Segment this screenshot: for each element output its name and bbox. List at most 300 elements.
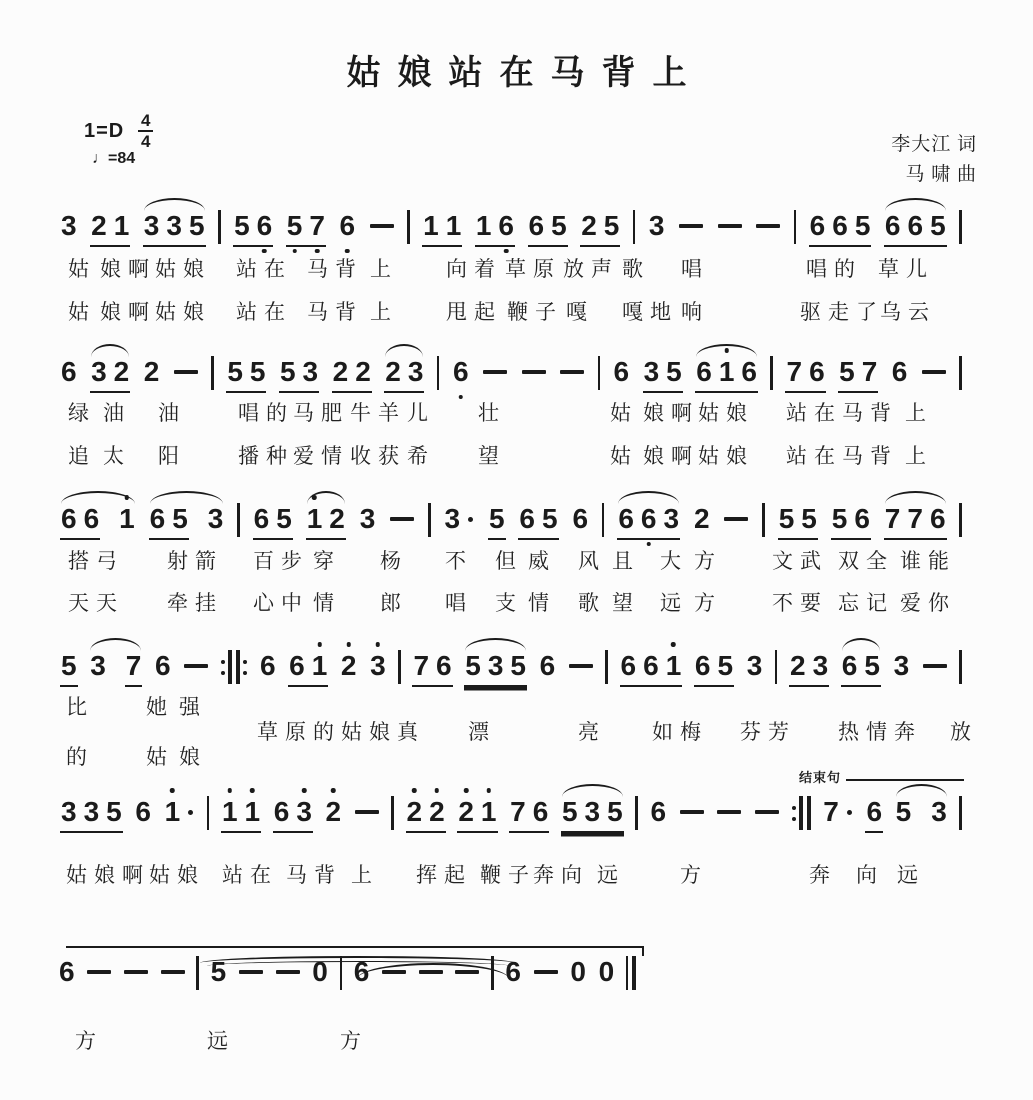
lyric-syllable: 且 (612, 549, 640, 573)
lyric-syllable: 乌云 (880, 300, 936, 324)
tempo-mark: ♩=84 (92, 150, 136, 167)
bar-stroke (428, 503, 431, 537)
note-digit: 6 (135, 796, 151, 827)
bar-stroke (391, 796, 394, 830)
note-group (789, 650, 829, 687)
note-digit: 6 (59, 956, 75, 987)
note-digit: 6 (809, 356, 825, 387)
dash-hold (754, 796, 780, 828)
octave-dot-above (317, 642, 322, 647)
barline (398, 650, 401, 684)
digit-group (746, 650, 764, 685)
note-group (443, 503, 475, 538)
digit-group (90, 210, 130, 247)
digit-group (539, 650, 557, 685)
digit-group (286, 210, 326, 247)
lyric-row (0, 400, 1033, 427)
note-group (452, 356, 470, 391)
bar-stroke (799, 796, 803, 830)
digit-group (475, 210, 515, 247)
bar-stroke (959, 796, 962, 830)
note-digit: 5 (895, 796, 912, 827)
note-digit: 3 (663, 503, 680, 534)
note-digit: 6 (539, 650, 556, 681)
note-group (359, 503, 377, 538)
note-digit: 6 (907, 210, 924, 241)
digit-group (831, 503, 871, 540)
note-digit: 3 (648, 210, 665, 241)
note-digit: 6 (613, 356, 630, 387)
note-digit: 6 (929, 503, 946, 534)
digit-group (340, 650, 358, 685)
bar-stroke (626, 956, 629, 990)
note-group (822, 796, 854, 831)
bar-stroke (237, 503, 240, 537)
bar-stroke (398, 650, 401, 684)
barline (602, 503, 605, 537)
bar-stroke (633, 210, 636, 244)
note-digit: 5 (551, 210, 567, 241)
lyric-syllable: 儿 (407, 401, 435, 425)
note-digit: 2 (329, 503, 345, 534)
digit-group (598, 956, 616, 991)
lyric-syllable: 阳 (158, 444, 186, 468)
lyric-syllable: 马背 (842, 401, 898, 425)
lyric-syllable: 牛羊 (350, 401, 406, 425)
barline (407, 210, 410, 244)
note-digit: 5 (234, 210, 250, 241)
lyric-syllable: 郎 (380, 591, 408, 615)
bar-stroke (632, 956, 636, 990)
digit-group (695, 356, 758, 393)
digit-group (838, 356, 878, 393)
lyric-syllable: 放 (950, 720, 978, 744)
note-digit: 5 (188, 210, 205, 241)
bar-stroke (807, 796, 811, 830)
note-group (865, 796, 883, 833)
barline (959, 796, 962, 830)
note-digit: 7 (786, 356, 803, 387)
lyric-syllable: 站在 (236, 300, 292, 324)
note-digit: 5 (666, 356, 682, 387)
note-group (457, 796, 497, 833)
note-digit: 6 (253, 503, 270, 534)
lyric-syllable: 鞭子 (480, 863, 536, 887)
digit-group (406, 796, 446, 833)
lyric-syllable: 威 (528, 549, 556, 573)
lyric-syllable: 唱 (445, 591, 473, 615)
note-group (571, 503, 589, 538)
note-digit: 6 (891, 356, 908, 387)
note-digit: 2 (326, 796, 342, 828)
lyric-syllable: 的 (66, 745, 94, 769)
note-group (221, 796, 261, 833)
note-group (154, 650, 172, 685)
note-group (778, 503, 818, 540)
lyric-syllable: 文武 (772, 549, 828, 573)
lyric-syllable: 她 (146, 695, 174, 719)
note-group (273, 796, 313, 833)
lyric-row (0, 719, 1033, 746)
lyric-syllable: 希 (407, 444, 435, 468)
note-digit: 5 (287, 210, 303, 242)
key-signature (84, 112, 153, 150)
note-digit: 1 (119, 503, 135, 535)
note-digit: 6 (620, 650, 637, 681)
note-digit: 6 (696, 356, 712, 387)
lyric-syllable: 远 (597, 863, 625, 887)
note-digit: 5 (778, 503, 795, 534)
note-group (509, 796, 549, 833)
lyric-syllable: 姑 (610, 444, 638, 468)
bar-stroke (211, 356, 214, 390)
note-digit: 5 (227, 356, 243, 387)
note-digit: 7 (413, 650, 430, 681)
digit-group (528, 210, 568, 247)
note-digit: 6 (453, 356, 469, 388)
lyric-syllable: 不要 (772, 591, 828, 615)
note-group (90, 356, 130, 393)
note-digit: 2 (581, 210, 597, 241)
digit-group (649, 796, 667, 831)
note-digit: 3 (584, 796, 601, 827)
bar-stroke (770, 356, 773, 390)
coda-bracket (66, 946, 644, 956)
barline (770, 356, 773, 390)
music-system (60, 636, 962, 696)
note-digit: 3 (296, 796, 312, 828)
lyric-syllable: 上 (351, 863, 379, 887)
digit-group (89, 650, 107, 685)
digit-group (893, 650, 911, 685)
note-digit: 0 (570, 956, 586, 987)
digit-group (149, 503, 189, 540)
dash-hold (354, 796, 380, 828)
note-digit: 2 (143, 356, 160, 387)
note-group (118, 503, 136, 540)
note-digit: 2 (341, 650, 357, 682)
octave-dot-above (435, 788, 440, 793)
lyric-syllable: 望 (612, 591, 640, 615)
note-digit: 5 (276, 503, 292, 534)
lyric-syllable: 双全 (838, 549, 894, 573)
lyric-syllable: 望 (478, 444, 506, 468)
digit-group (443, 503, 475, 538)
digit-group (569, 956, 587, 991)
coda-label: 结束句 (799, 770, 842, 785)
note-digit: 7 (907, 503, 923, 534)
dash-hold (173, 356, 199, 388)
note-digit: 1 (475, 210, 492, 241)
note-digit: 6 (884, 210, 901, 241)
note-digit: 6 (257, 210, 273, 242)
note-digit: 1 (445, 210, 462, 241)
barline (428, 503, 431, 537)
note-digit: 6 (641, 503, 657, 535)
lyricist-credit: 李大江 词 (891, 134, 977, 155)
bar-stroke (196, 956, 199, 990)
lyric-row (0, 299, 1033, 326)
note-group (286, 210, 326, 247)
lyric-syllable: 响 (681, 300, 709, 324)
octave-dot-above (227, 788, 232, 793)
note-group (279, 356, 319, 393)
note-digit: 6 (83, 503, 100, 534)
bar-stroke (959, 356, 962, 390)
note-digit: 6 (866, 796, 883, 827)
bar-stroke (635, 796, 638, 830)
lyric-syllable: 草原 (505, 257, 561, 281)
digit-group (457, 796, 497, 833)
note-digit: 6 (572, 503, 589, 534)
lyric-syllable: 上 (370, 300, 398, 324)
note-digit: 6 (154, 650, 171, 681)
note-digit: 3 (83, 796, 100, 827)
digit-group (884, 210, 947, 247)
octave-dot-above (412, 788, 417, 793)
lyric-syllable: 风 (578, 549, 606, 573)
note-digit: 7 (823, 796, 839, 827)
dash-hold (160, 956, 186, 988)
bar-stroke (407, 210, 410, 244)
music-system (60, 196, 962, 256)
lyric-syllable: 马背 (286, 863, 342, 887)
note-group (60, 356, 78, 391)
lyric-syllable: 草儿 (878, 257, 934, 281)
note-digit: 2 (113, 356, 130, 387)
note-group (893, 650, 911, 685)
lyric-syllable: 站在 (236, 257, 292, 281)
lyric-syllable: 鞭子 (507, 300, 563, 324)
lyric-syllable: 百步 (253, 549, 309, 573)
lyric-syllable: 马背 (842, 444, 898, 468)
lyric-syllable: 嘎 (566, 300, 594, 324)
digit-group (571, 503, 589, 538)
digit-group (279, 356, 319, 393)
lyric-syllable: 芬芳 (740, 720, 796, 744)
octave-dot-below (315, 249, 320, 254)
note-group (60, 503, 100, 540)
note-digit: 3 (359, 503, 376, 534)
digit-group (785, 356, 825, 393)
note-digit: 6 (650, 796, 667, 827)
lyric-syllable: 大 (660, 549, 688, 573)
lyric-syllable: 姑 (146, 745, 174, 769)
note-group (649, 796, 667, 831)
digit-group (613, 356, 631, 391)
note-digit: 3 (643, 356, 660, 387)
lyric-syllable: 姑娘 (698, 401, 754, 425)
octave-dot-below (646, 542, 651, 547)
note-group (207, 503, 225, 540)
lyric-syllable: 比 (66, 695, 94, 719)
note-group (695, 356, 758, 393)
note-digit: 1 (307, 503, 323, 535)
lyric-row (0, 862, 1033, 889)
digit-group (580, 210, 620, 247)
note-digit: 3 (91, 356, 107, 387)
dash-hold (86, 956, 112, 988)
note-digit: 2 (332, 356, 349, 387)
lyric-syllable: 向着 (446, 257, 502, 281)
note-digit: 6 (61, 503, 77, 534)
note-digit: 3 (302, 356, 319, 387)
lyric-syllable: 收获 (350, 444, 406, 468)
digit-group (488, 503, 506, 540)
note-digit: 3 (407, 356, 424, 387)
lyric-syllable: 忘记 (838, 591, 894, 615)
repeat-dots (792, 796, 796, 830)
barline (196, 956, 199, 990)
note-digit: 3 (931, 796, 947, 827)
digit-group (518, 503, 558, 540)
lyric-syllable: 娘啊 (100, 257, 156, 281)
lyric-syllable: 远 (660, 591, 688, 615)
digit-group (778, 503, 818, 540)
lyric-row (0, 1028, 1033, 1055)
lyric-syllable: 姑 (68, 257, 96, 281)
dash-hold (369, 210, 395, 242)
lyric-syllable: 唱的 (806, 257, 862, 281)
note-digit: 5 (210, 956, 227, 987)
key-label: 1=D (84, 120, 125, 142)
note-digit: 1 (113, 210, 130, 241)
note-digit: 3 (61, 210, 77, 241)
note-group (643, 356, 683, 393)
note-group (838, 356, 878, 393)
octave-dot-above (376, 642, 381, 647)
octave-dot-above (346, 642, 351, 647)
note-digit: 5 (603, 210, 620, 241)
note-digit: 1 (165, 796, 181, 828)
lyric-syllable: 姑娘 (698, 444, 754, 468)
lyric-syllable: 草原的姑娘真 (257, 720, 425, 744)
lyric-row (0, 256, 1033, 283)
augmentation-dot (846, 796, 853, 828)
note-digit: 2 (429, 796, 445, 828)
repeat-dots (221, 650, 225, 684)
note-digit: 1 (312, 650, 328, 682)
note-group (561, 796, 624, 833)
lyric-syllable: 站在 (786, 401, 842, 425)
digit-group (90, 356, 130, 393)
note-group (60, 210, 78, 245)
octave-dot-above (125, 495, 130, 500)
octave-dot-above (331, 788, 336, 793)
digit-group (164, 796, 196, 831)
note-group (164, 796, 196, 831)
lyric-syllable: 姑娘 (149, 863, 205, 887)
barline (605, 650, 608, 684)
lyric-syllable: 唱 (681, 257, 709, 281)
dash-hold (389, 503, 415, 535)
note-digit: 3 (746, 650, 763, 681)
dash-hold (482, 356, 508, 388)
note-digit: 6 (519, 503, 535, 534)
final-barline (626, 956, 636, 990)
barline (959, 210, 962, 244)
lyric-syllable: 向 (856, 863, 884, 887)
dash-hold (716, 796, 742, 828)
lyric-syllable: 站在 (222, 863, 278, 887)
digit-group (369, 650, 387, 685)
meter-numerator: 4 (141, 111, 151, 130)
barline (959, 650, 962, 684)
barline (211, 356, 214, 390)
dash-hold (123, 956, 149, 988)
dash-hold (521, 356, 547, 388)
lyric-syllable: 放声 (563, 257, 619, 281)
note-group (233, 210, 273, 247)
bar-stroke (775, 650, 778, 684)
slurred-group (895, 796, 948, 831)
digit-group (509, 796, 549, 833)
barline (775, 650, 778, 684)
digit-group (891, 356, 909, 391)
note-digit: 6 (273, 796, 290, 827)
note-group (598, 956, 616, 991)
lyric-syllable: 姑娘 (155, 257, 211, 281)
digit-group (422, 210, 462, 247)
lyric-syllable: 方 (75, 1029, 103, 1053)
note-digit: 5 (607, 796, 623, 827)
note-group (288, 650, 328, 687)
note-group (694, 650, 734, 687)
note-group (841, 650, 881, 687)
digit-group (207, 503, 225, 538)
note-digit: 2 (693, 503, 710, 534)
lyric-syllable: 姑 (610, 401, 638, 425)
lyric-syllable: 追 (68, 444, 96, 468)
note-group (580, 210, 620, 247)
note-digit: 6 (149, 503, 166, 534)
digit-group (617, 503, 680, 540)
note-digit: 6 (643, 650, 659, 681)
note-digit: 5 (801, 503, 817, 534)
lyric-syllable: 嘎地 (622, 300, 678, 324)
lyric-syllable: 上 (370, 257, 398, 281)
note-digit: 5 (510, 650, 526, 681)
note-digit: 6 (436, 650, 452, 681)
barline (218, 210, 221, 244)
lyric-syllable: 绿 (68, 401, 96, 425)
note-digit: 2 (385, 356, 401, 387)
lyric-syllable: 杨 (380, 549, 408, 573)
digit-group (809, 210, 872, 247)
lyric-syllable: 娘 (179, 745, 207, 769)
note-group (746, 650, 764, 685)
digit-group (884, 503, 947, 540)
lyric-syllable: 挥起 (416, 863, 472, 887)
note-digit: 2 (355, 356, 371, 387)
dash-hold (678, 210, 704, 242)
time-signature (138, 112, 153, 150)
lyric-syllable: 油 (103, 401, 131, 425)
note-group (488, 503, 506, 540)
octave-dot-below (292, 249, 297, 254)
lyric-syllable: 强 (179, 695, 207, 719)
lyric-syllable: 方 (680, 863, 708, 887)
note-group (226, 356, 266, 393)
octave-dot-above (486, 788, 491, 793)
note-digit: 6 (694, 650, 711, 681)
note-group (369, 650, 387, 685)
note-group (60, 796, 123, 833)
bar-stroke (959, 503, 962, 537)
bar-stroke (794, 210, 797, 244)
note-digit: 6 (854, 503, 870, 534)
note-group (785, 356, 825, 393)
